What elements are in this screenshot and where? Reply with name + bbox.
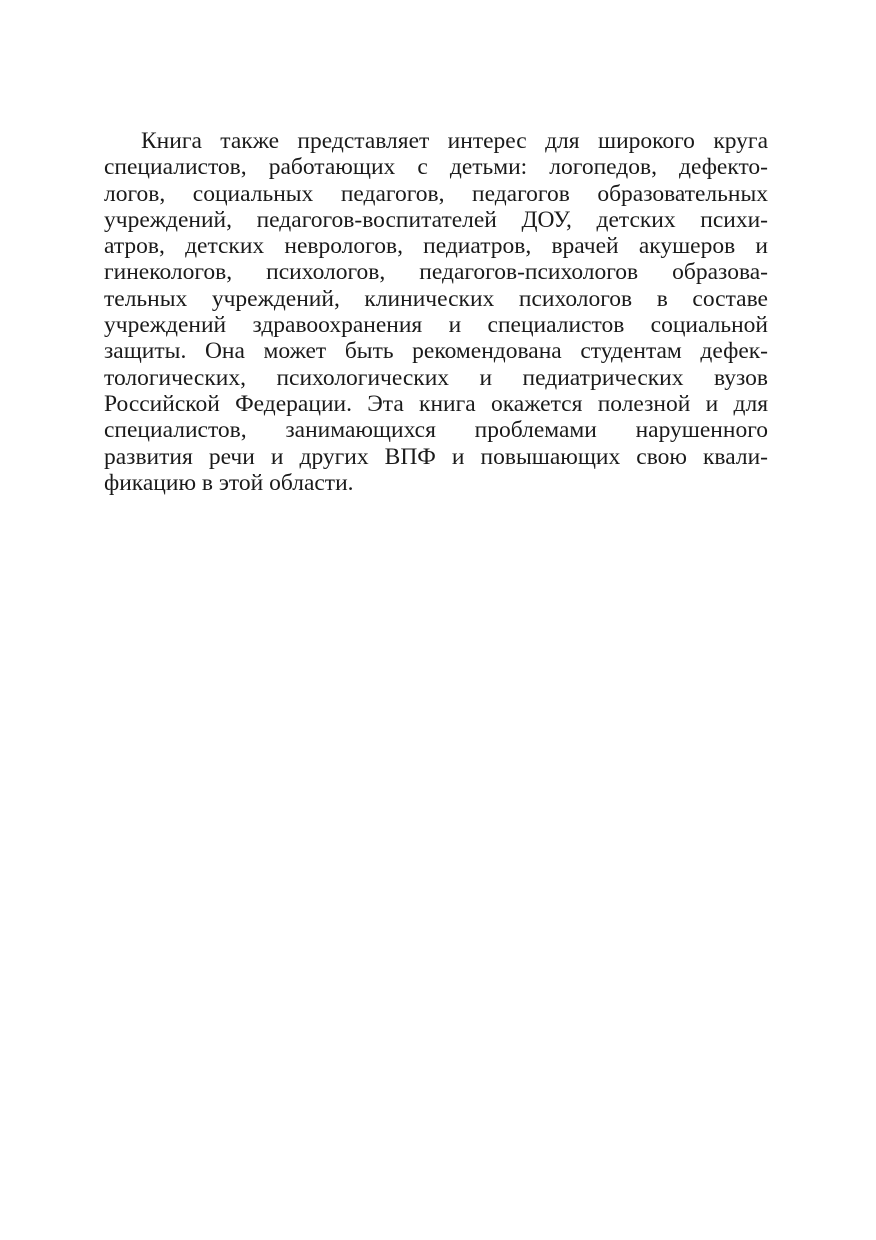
- paragraph-line: учреждений, педагогов-воспитателей ДОУ, детских психи-: [104, 206, 768, 233]
- body-paragraph: [104, 128, 768, 496]
- paragraph-line: специалистов, занимающихся проблемами нарушенного: [104, 417, 768, 444]
- paragraph-line: тельных учреждений, клинических психологов в составе: [104, 285, 768, 312]
- paragraph-line: Российской Федерации. Эта книга окажется полезной и для: [104, 390, 768, 417]
- paragraph-line: специалистов, работающих с детьми: логопедов, дефекто-: [104, 154, 768, 181]
- paragraph-line: защиты. Она может быть рекомендована студентам дефек-: [104, 338, 768, 365]
- paragraph-line: логов, социальных педагогов, педагогов образовательных: [104, 180, 768, 207]
- paragraph-line: атров, детских неврологов, педиатров, врачей акушеров и: [104, 233, 768, 260]
- paragraph-line: развития речи и других ВПФ и повышающих свою квали-: [104, 443, 768, 470]
- paragraph-line: тологических, психологических и педиатрических вузов: [104, 364, 768, 391]
- paragraph-line: учреждений здравоохранения и специалистов социальной: [104, 312, 768, 339]
- paragraph-line: Книга также представляет интерес для широкого круга: [141, 128, 768, 154]
- paragraph-line: фикацию в этой области.: [104, 469, 354, 496]
- paragraph-line: гинекологов, психологов, педагогов-психологов образова-: [104, 259, 768, 286]
